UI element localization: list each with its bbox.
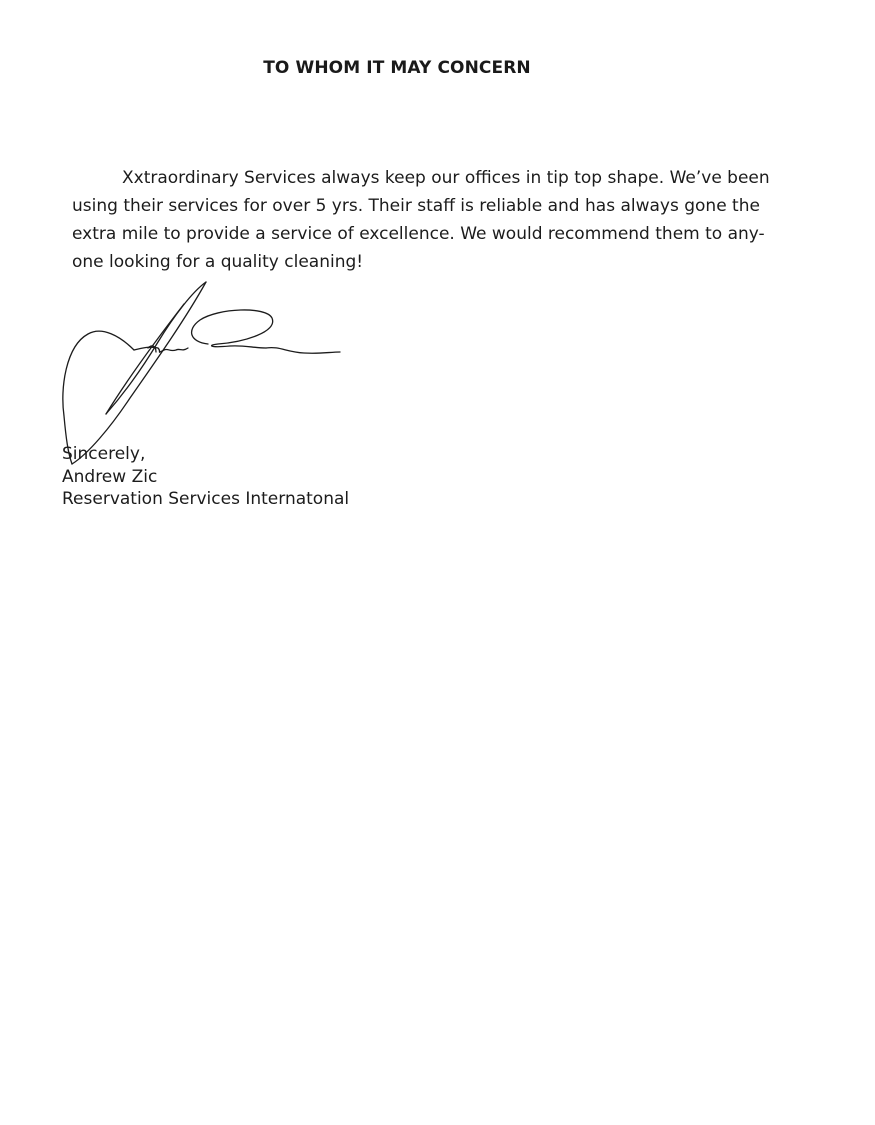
closing-salutation: Sincerely, bbox=[62, 444, 146, 464]
body-line: extra mile to provide a service of excellence. We would recommend them to any- bbox=[72, 224, 765, 244]
body-line: one looking for a quality cleaning! bbox=[72, 252, 364, 272]
letter-title: TO WHOM IT MAY CONCERN bbox=[263, 58, 531, 78]
signer-organization: Reservation Services Internatonal bbox=[62, 489, 350, 509]
body-line: Xxtraordinary Services always keep our offices in tip top shape. We’ve been bbox=[122, 168, 770, 188]
letter-body bbox=[72, 164, 802, 276]
letter-closing bbox=[62, 443, 349, 511]
signer-name: Andrew Zic bbox=[62, 466, 158, 487]
body-line: using their services for over 5 yrs. Their staff is reliable and has always gone the bbox=[72, 196, 760, 216]
